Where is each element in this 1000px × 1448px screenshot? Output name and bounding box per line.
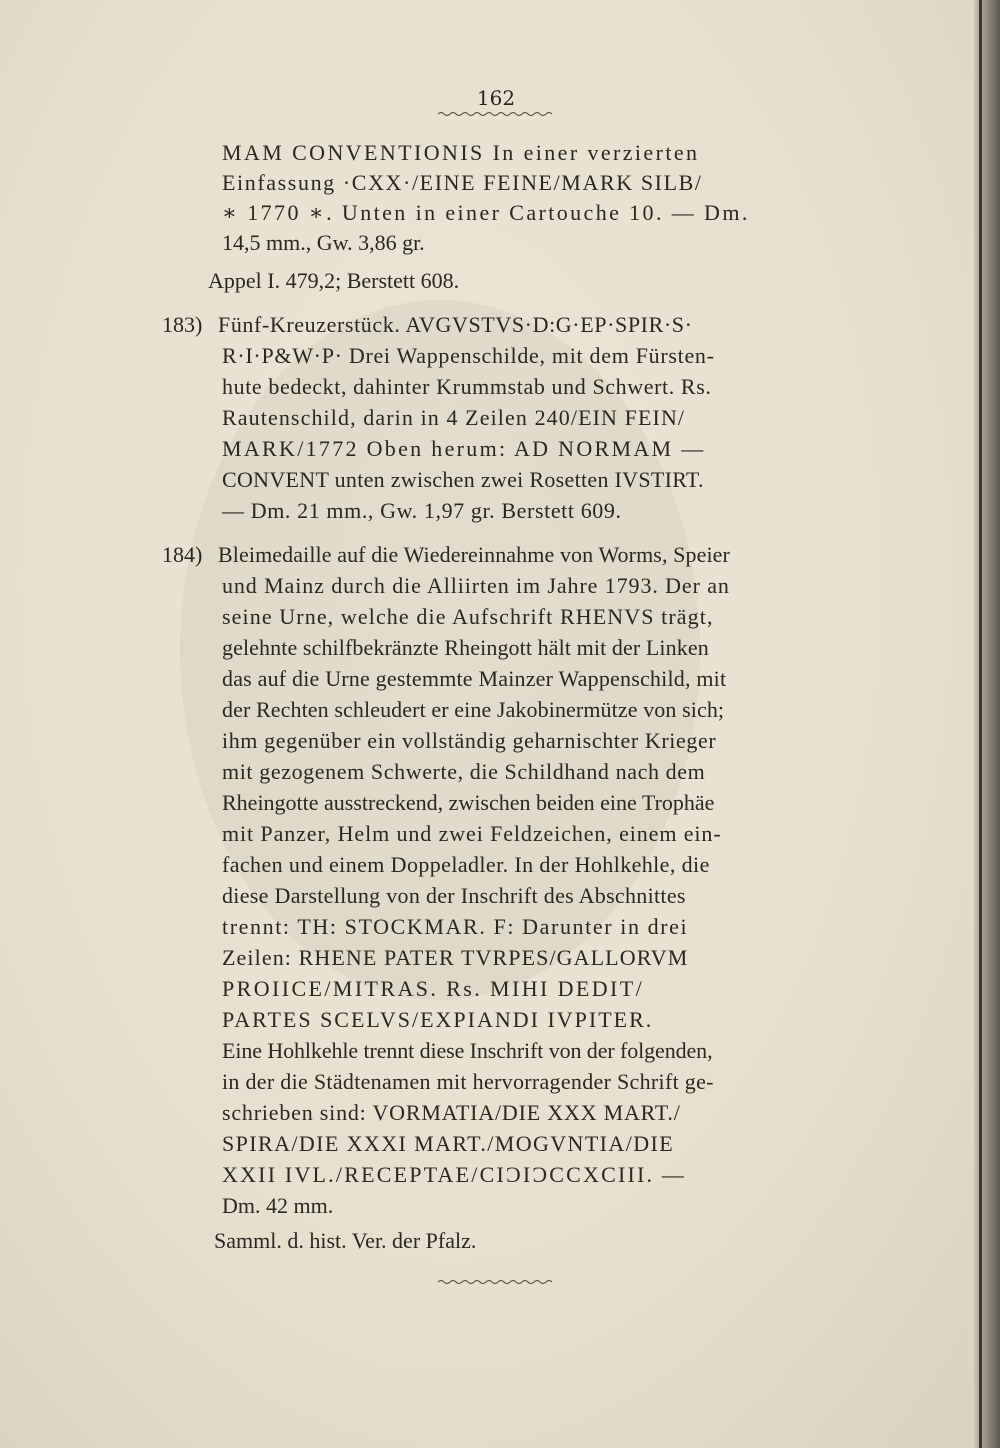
page-number: 162 [476,86,516,110]
entry-line: in der die Städtenamen mit hervorragender Schrift ge- [222,1069,714,1094]
continuation-line: MAM CONVENTIONIS In einer verzierten [222,140,700,165]
entry-number: 183) [162,312,203,337]
continuation-line: ∗ 1770 ∗. Unten in einer Cartouche 10. — Dm. [222,200,750,225]
entry-line: das auf die Urne gestemmte Mainzer Wappenschild, mit [222,666,727,691]
entry-line: Rautenschild, darin in 4 Zeilen 240/EIN FEIN/ [222,405,686,430]
entry-line: seine Urne, welche die Aufschrift RHENVS trägt, [222,604,714,629]
entry-line: gelehnte schilfbekränzte Rheingott hält mit der Linken [222,635,709,660]
entry-line: PROIICE/MITRAS. Rs. MIHI DEDIT/ [222,976,645,1001]
entry-line: Rheingotte ausstreckend, zwischen beiden eine Trophäe [222,790,715,815]
entry-number: 184) [162,542,203,567]
end-ornament [438,1278,554,1286]
entry-line: der Rechten schleudert er eine Jakobinermütze von sich; [222,697,725,722]
entry-line: trennt: TH: STOCKMAR. F: Darunter in drei [222,914,689,939]
continuation-line: Einfassung ·CXX·/EINE FEINE/MARK SILB/ [222,170,703,195]
entry-line: MARK/1772 Oben herum: AD NORMAM — [222,436,706,461]
entry-line: diese Darstellung von der Inschrift des Abschnittes [222,883,686,908]
entry-line: Eine Hohlkehle trennt diese Inschrift von der folgenden, [222,1038,713,1063]
page-number-ornament [438,110,554,118]
entry-line: SPIRA/DIE XXXI MART./MOGVNTIA/DIE [222,1131,675,1156]
entry-line: Dm. 42 mm. [222,1193,334,1218]
entry-line: mit gezogenem Schwerte, die Schildhand nach dem [222,759,706,784]
book-binding [974,0,1000,1448]
entry-line: PARTES SCELVS/EXPIANDI IVPITER. [222,1007,654,1032]
reference-line: Samml. d. hist. Ver. der Pfalz. [214,1228,477,1253]
reference-line: Appel I. 479,2; Berstett 608. [208,268,460,293]
entry-line: schrieben sind: VORMATIA/DIE XXX MART./ [222,1100,681,1125]
entry-line: XXII IVL./RECEPTAE/CIƆIƆCCXCIII. — [222,1162,687,1187]
entry-line: mit Panzer, Helm und zwei Feldzeichen, einem ein- [222,821,722,846]
binding-edge [979,0,982,1448]
entry-line: Bleimedaille auf die Wiedereinnahme von Worms, Speier [218,542,730,567]
entry-line: fachen und einem Doppeladler. In der Hohlkehle, die [222,852,710,877]
entry-line: CONVENT unten zwischen zwei Rosetten IVSTIRT. [222,467,704,492]
entry-line: — Dm. 21 mm., Gw. 1,97 gr. Berstett 609. [222,498,622,523]
entry-line: R·I·P&W·P· Drei Wappenschilde, mit dem Fürsten- [222,343,715,368]
entry-line: Zeilen: RHENE PATER TVRPES/GALLORVM [222,945,689,970]
entry-line: ihm gegenüber ein vollständig geharnischter Krieger [222,728,717,753]
entry-line: und Mainz durch die Alliirten im Jahre 1793. Der an [222,573,730,598]
continuation-line: 14,5 mm., Gw. 3,86 gr. [222,230,425,255]
entry-line: hute bedeckt, dahinter Krummstab und Schwert. Rs. [222,374,712,399]
entry-line: Fünf-Kreuzerstück. AVGVSTVS·D:G·EP·SPIR·S· [218,312,693,337]
